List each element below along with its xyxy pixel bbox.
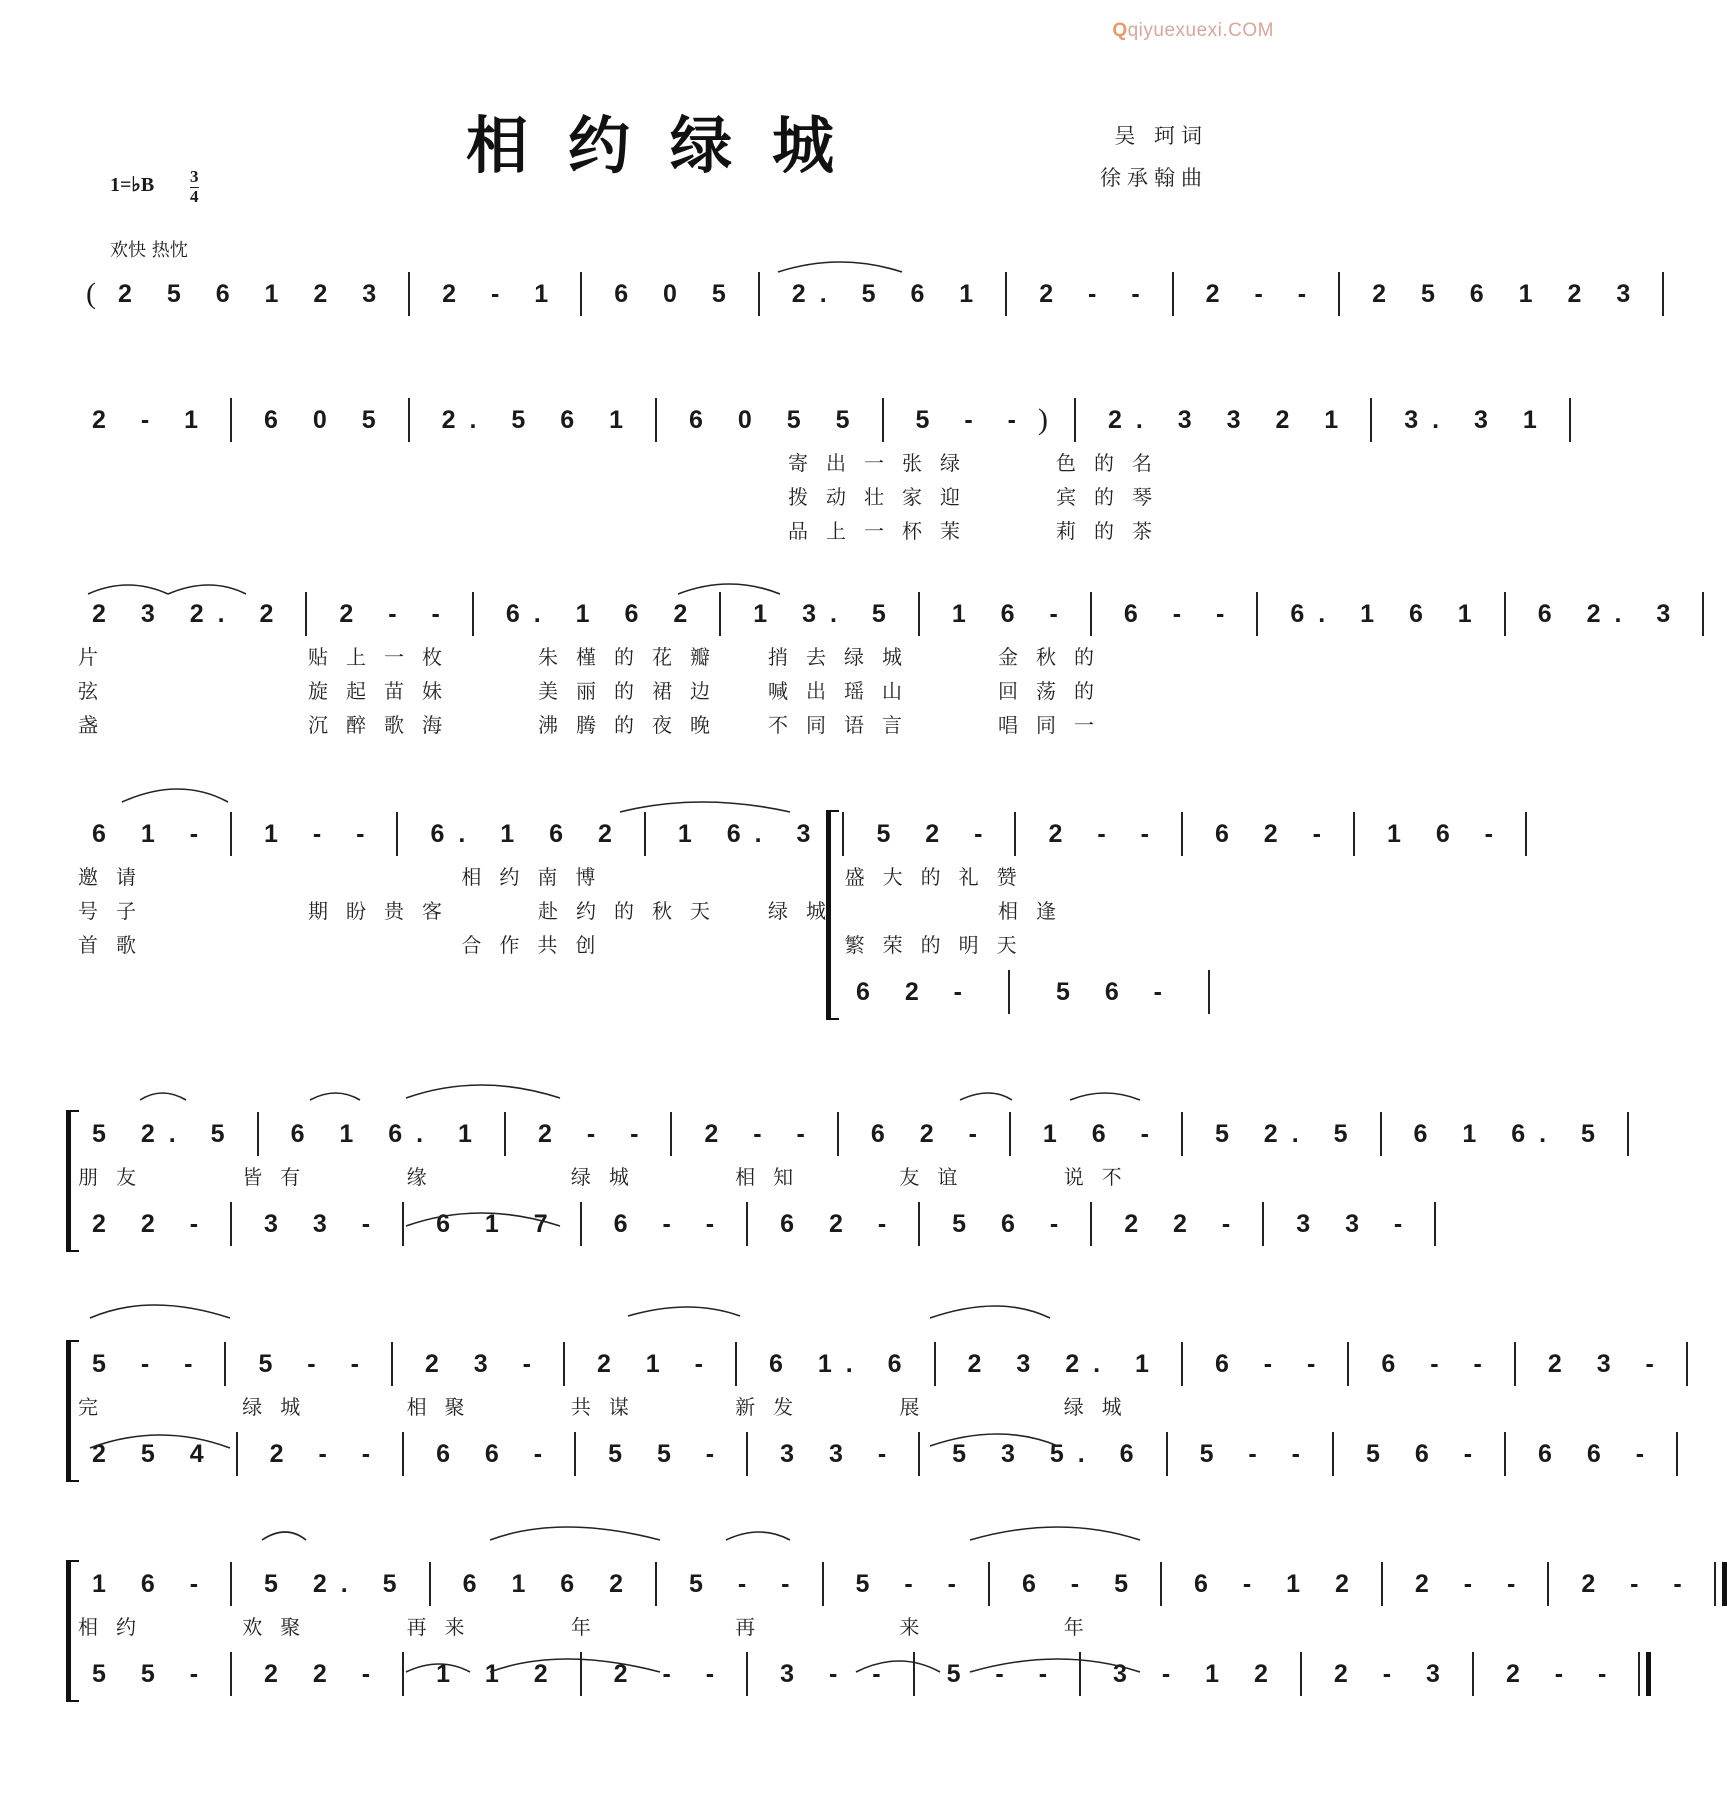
measure: 5 6 -: [1366, 1439, 1487, 1468]
time-bottom: 4: [190, 187, 199, 206]
barline: [1166, 1432, 1168, 1476]
measure: 2 1 -: [596, 1349, 717, 1378]
barline: [504, 1112, 506, 1156]
measure: 3 3 -: [780, 1439, 901, 1468]
measure: 5 2. 5: [264, 1569, 411, 1598]
key-signature: 1=♭B: [110, 174, 155, 196]
measure: 1 - -: [264, 819, 379, 848]
measure: 1 6 -: [951, 599, 1072, 628]
notation-line: [78, 590, 1685, 638]
barline: [719, 592, 721, 636]
barline: [644, 812, 646, 856]
barline: [670, 1112, 672, 1156]
barline: [1005, 272, 1007, 316]
measure: 1 6 -: [1042, 1119, 1163, 1148]
barline: [1434, 1202, 1436, 1246]
measure: 1 6 -: [92, 1569, 213, 1598]
lyric-segment: 回荡的: [998, 678, 1112, 703]
slur: [628, 1307, 740, 1316]
measure: 2 - -: [537, 1119, 653, 1148]
score-row: [78, 270, 1645, 318]
lyric-segment: 拨动壮家迎: [788, 484, 978, 509]
lyric-segment: 盛大的礼赞: [844, 864, 1035, 889]
barline: [1504, 592, 1506, 636]
lyric-segment: 相聚: [406, 1394, 483, 1419]
barline: [913, 1652, 915, 1696]
measure: 2 5 4: [92, 1439, 218, 1468]
barline: [1090, 1202, 1092, 1246]
measure: 6 0 5: [614, 279, 740, 308]
barline: [1504, 1432, 1506, 1476]
barline: [1662, 272, 1664, 316]
barline: [224, 1342, 226, 1386]
measure: 2 - -: [613, 1659, 729, 1688]
barline: [1208, 970, 1210, 1014]
barline: [1181, 1342, 1183, 1386]
slur: [140, 1093, 186, 1100]
lyric-segment: 首歌: [78, 932, 154, 957]
measure: 2 5 6 1 2 3: [1372, 279, 1645, 308]
score-row: [78, 1560, 1696, 1698]
barline: [1380, 1112, 1382, 1156]
lyric-line: [78, 1608, 1228, 1642]
lyric-line: [78, 638, 1228, 672]
measure: 5 2 -: [876, 819, 997, 848]
lyric-segment: 喊出瑶山: [768, 678, 920, 703]
measure: 5 5 -: [608, 1439, 729, 1468]
lyric-segment: 新发: [735, 1394, 812, 1419]
measure: 6 - -: [1214, 1349, 1330, 1378]
system-bracket: [66, 1340, 79, 1482]
lyric-segment: 相约南博: [461, 864, 614, 889]
lyric-segment: 绿城: [242, 1394, 319, 1419]
measure: 2 2 -: [264, 1659, 385, 1688]
lyric-segment: 朋友: [78, 1164, 154, 1189]
measure: 6 2 -: [870, 1119, 991, 1148]
lyric-segment: 片: [78, 644, 116, 669]
lyric-segment: 朱槿的花瓣: [538, 644, 728, 669]
notation-line: [78, 1650, 1621, 1698]
measure: 3 3 -: [264, 1209, 385, 1238]
barline: [563, 1342, 565, 1386]
barline: [822, 1562, 824, 1606]
barline: [408, 272, 410, 316]
lyric-segment: 绿城: [570, 1164, 647, 1189]
barline: [1638, 1652, 1651, 1696]
barline: [429, 1562, 431, 1606]
measure: 6 - 1 2: [1193, 1569, 1363, 1598]
lyric-segment: 邀请: [78, 864, 154, 889]
notation-line: [78, 396, 1551, 444]
barline: [396, 812, 398, 856]
measure: 1 1 2: [436, 1659, 562, 1688]
slur: [490, 1527, 660, 1540]
lyric-segment: 绿城: [1063, 1394, 1140, 1419]
lyric-segment: 宾的琴: [1056, 484, 1170, 509]
barline: [1300, 1652, 1302, 1696]
lyric-segment: 沸腾的夜晚: [538, 712, 728, 737]
measure: 5 - -: [689, 1569, 804, 1598]
barline: [1074, 398, 1076, 442]
barline: [746, 1432, 748, 1476]
barline: [1079, 1652, 1081, 1696]
barline: [230, 398, 232, 442]
measure: 2. 5 6 1: [791, 279, 988, 308]
repeat-paren: (: [86, 277, 96, 310]
barline: [1338, 272, 1340, 316]
lyric-segment: 年: [1063, 1614, 1102, 1639]
slur: [970, 1527, 1140, 1540]
slur: [930, 1306, 1050, 1318]
lyric-segment: 不同语言: [768, 712, 920, 737]
barline: [735, 1342, 737, 1386]
notation-line: [828, 968, 1228, 1016]
lyric-segment: 再: [735, 1614, 774, 1639]
barline: [1347, 1342, 1349, 1386]
measure: 2 - 1: [92, 405, 213, 434]
measure: 6 0 5 5: [689, 405, 864, 434]
measure: 2. 3 3 2 1: [1107, 405, 1353, 434]
barline: [580, 1202, 582, 1246]
barline: [934, 1342, 936, 1386]
measure: 6. 1 6 1: [1290, 599, 1486, 628]
lyric-segment: 金秋的: [998, 644, 1112, 669]
barline: [574, 1432, 576, 1476]
score-row: [78, 1340, 1668, 1478]
system-bracket: [66, 1560, 79, 1702]
measure: 5 - -: [258, 1349, 373, 1378]
barline: [1547, 1562, 1549, 1606]
measure: 6 1 7: [436, 1209, 562, 1238]
measure: 6 - -: [1123, 599, 1239, 628]
barline: [655, 398, 657, 442]
barline: [1009, 1112, 1011, 1156]
notation-line: [78, 1340, 1668, 1388]
lyric-segment: 旋起苗妹: [308, 678, 460, 703]
measure: 5 - -: [1199, 1439, 1315, 1468]
barline: [391, 1342, 393, 1386]
measure: 6 - 5: [1021, 1569, 1142, 1598]
notation-line: [78, 810, 1507, 858]
barline: [1262, 1202, 1264, 1246]
measure: 2 3 2. 1: [967, 1349, 1163, 1378]
lyric-segment: 捎去绿城: [768, 644, 920, 669]
lyric-segment: 完: [78, 1394, 116, 1419]
score-row: [78, 1110, 1609, 1248]
lyric-line: [78, 478, 1228, 512]
lyric-line: [78, 892, 1228, 926]
lyric-line: [78, 444, 1228, 478]
barline: [408, 398, 410, 442]
lyric-segment: 期盼贵客: [308, 898, 460, 923]
measure: 2 - -: [339, 599, 454, 628]
lyric-segment: 年: [570, 1614, 609, 1639]
lyric-line: [78, 706, 1228, 740]
notation-line: [78, 1430, 1659, 1478]
measure: 1 6. 3: [677, 819, 825, 848]
measure: 6 2 -: [1214, 819, 1335, 848]
lyric-segment: 合作共创: [461, 932, 614, 957]
measure: 3 - 1 2: [1113, 1659, 1282, 1688]
lyric-segment: 共谋: [570, 1394, 647, 1419]
barline: [1525, 812, 1527, 856]
lyric-segment: 赴约的秋天: [538, 898, 728, 923]
measure: 2 5 6 1 2 3: [118, 279, 391, 308]
barline: [918, 1432, 920, 1476]
slur: [1070, 1093, 1140, 1100]
lyric-segment: 品上一杯茉: [788, 518, 978, 543]
barline: [230, 1652, 232, 1696]
lyric-segment: 展: [899, 1394, 938, 1419]
barline: [1702, 592, 1704, 636]
song-title: 相约绿城: [465, 109, 874, 182]
barline: [1569, 398, 1571, 442]
barline: [1514, 1342, 1516, 1386]
slur: [310, 1093, 360, 1100]
measure: 6 1 6. 5: [1413, 1119, 1609, 1148]
barline: [236, 1432, 238, 1476]
lyric-segment: 相知: [735, 1164, 812, 1189]
measure: 6 - -: [1381, 1349, 1496, 1378]
measure: 3 - -: [780, 1659, 895, 1688]
barline: [918, 1202, 920, 1246]
lyric-segment: 再来: [406, 1614, 483, 1639]
measure: 6. 1 6 2: [430, 819, 626, 848]
lyric-segment: 号子: [78, 898, 154, 923]
measure: 5 6 -: [952, 1209, 1073, 1238]
lyric-segment: 美丽的裙边: [538, 678, 728, 703]
measure: 2 - -: [1505, 1659, 1621, 1688]
lyric-segment: 色的名: [1056, 450, 1170, 475]
system-bracket: [826, 810, 839, 1020]
score-row: [78, 810, 1507, 1016]
slur: [262, 1532, 306, 1540]
barline: [230, 1562, 232, 1606]
slur: [90, 1305, 230, 1318]
barline: [1627, 1112, 1629, 1156]
notation-line: [78, 270, 1645, 318]
barline: [580, 272, 582, 316]
barline: [842, 812, 844, 856]
lyric-line: [78, 672, 1228, 706]
barline: [230, 1202, 232, 1246]
lyric-segment: 皆有: [242, 1164, 319, 1189]
barline: [1686, 1342, 1688, 1386]
lyric-segment: 相约: [78, 1614, 154, 1639]
barline: [1472, 1652, 1474, 1696]
measure: 5 5 -: [92, 1659, 213, 1688]
barline: [1008, 970, 1010, 1014]
barline: [1353, 812, 1355, 856]
measure: 5 - -: [946, 1659, 1062, 1688]
barline: [1370, 398, 1372, 442]
lyric-segment: 弦: [78, 678, 116, 703]
lyric-segment: 贴上一枚: [308, 644, 460, 669]
measure: 1 3. 5: [753, 599, 900, 628]
measure: 6 6 -: [436, 1439, 557, 1468]
measure: 2. 5 6 1: [441, 405, 638, 434]
lyric-segment: 繁荣的明天: [844, 932, 1035, 957]
lyric-segment: 说不: [1063, 1164, 1140, 1189]
lyric-segment: 友谊: [899, 1164, 976, 1189]
lyric-line: [78, 1158, 1228, 1192]
barline: [1256, 592, 1258, 636]
measure: 2 2 -: [1124, 1209, 1245, 1238]
barline: [472, 592, 474, 636]
lyric-segment: 绿城: [768, 898, 844, 923]
notation-line: [78, 1560, 1696, 1608]
measure: 2 2 -: [92, 1209, 213, 1238]
slur: [122, 789, 228, 802]
measure: 2 - -: [1414, 1569, 1530, 1598]
lyric-segment: 盏: [78, 712, 116, 737]
measure: 6 - -: [613, 1209, 729, 1238]
barline: [988, 1562, 990, 1606]
measure: 5 - -: [915, 405, 1030, 434]
barline: [305, 592, 307, 636]
measure: 2 - -: [1039, 279, 1154, 308]
lyric-line: [78, 512, 1228, 546]
measure: 6 6 -: [1538, 1439, 1659, 1468]
barline: [402, 1202, 404, 1246]
measure: 1 6 -: [1386, 819, 1507, 848]
measure: 6. 1 6 2: [505, 599, 702, 628]
measure: 6 1. 6: [768, 1349, 916, 1378]
repeat-paren: ): [1037, 403, 1048, 436]
barline: [1160, 1562, 1162, 1606]
barline: [402, 1652, 404, 1696]
lyric-segment: 唱同一: [998, 712, 1112, 737]
measure: 5 3 5. 6: [952, 1439, 1148, 1468]
measure: 5 6 -: [1055, 977, 1177, 1006]
lyricist-credit: 吴 珂词: [1114, 124, 1208, 148]
measure: 6 2. 3: [1537, 599, 1685, 628]
slur: [960, 1093, 1012, 1100]
barline: [882, 398, 884, 442]
lyric-segment: 欢聚: [242, 1614, 319, 1639]
measure: 6 0 5: [264, 405, 390, 434]
measure: 5 2. 5: [1214, 1119, 1362, 1148]
measure: 6 2 -: [855, 977, 977, 1006]
barline: [1676, 1432, 1678, 1476]
lyric-segment: 来: [899, 1614, 938, 1639]
measure: 3 3 -: [1296, 1209, 1417, 1238]
barline: [1181, 812, 1183, 856]
barline: [746, 1202, 748, 1246]
measure: 2 - -: [1205, 279, 1321, 308]
slur: [726, 1532, 790, 1540]
barline: [580, 1652, 582, 1696]
barline: [837, 1112, 839, 1156]
composer-credit: 徐承翰曲: [1100, 166, 1208, 190]
measure: 3. 3 1: [1404, 405, 1551, 434]
measure: 2 3 -: [1547, 1349, 1668, 1378]
lyric-line: [78, 1388, 1228, 1422]
system-bracket: [66, 1110, 79, 1252]
measure: 2 - -: [704, 1119, 819, 1148]
barline: [1014, 812, 1016, 856]
barline: [230, 812, 232, 856]
score-row: [78, 396, 1551, 546]
lyric-segment: 相逢: [998, 898, 1074, 923]
measure: 6 1 6. 1: [290, 1119, 486, 1148]
measure: 2 3 2. 2: [92, 599, 288, 628]
lyric-segment: 寄出一张绿: [788, 450, 978, 475]
lyric-segment: 莉的茶: [1056, 518, 1170, 543]
tempo-marking: 欢快 热忱: [110, 240, 188, 261]
barline: [918, 592, 920, 636]
measure: 2 - -: [269, 1439, 385, 1468]
measure: 6 2 -: [780, 1209, 901, 1238]
barline: [1381, 1562, 1383, 1606]
notation-line: [78, 1200, 1417, 1248]
measure: 5 2. 5: [92, 1119, 239, 1148]
lyric-segment: 缘: [406, 1164, 445, 1189]
barline: [1172, 272, 1174, 316]
barline: [746, 1652, 748, 1696]
time-signature: [190, 168, 199, 206]
measure: 2 - -: [1581, 1569, 1696, 1598]
measure: 6 1 -: [92, 819, 213, 848]
measure: 5 - -: [92, 1349, 207, 1378]
barline: [758, 272, 760, 316]
notation-line: [78, 1110, 1609, 1158]
barline: [1090, 592, 1092, 636]
measure: 2 3 -: [424, 1349, 545, 1378]
barline: [1332, 1432, 1334, 1476]
measure: 5 - -: [855, 1569, 970, 1598]
watermark: Qqiyuexuexi.COM: [1112, 20, 1274, 41]
measure: 6 1 6 2: [462, 1569, 638, 1598]
measure: 2 - -: [1048, 819, 1163, 848]
measure: 2 - 1: [442, 279, 563, 308]
barline: [257, 1112, 259, 1156]
score-row: [78, 590, 1685, 740]
barline: [1714, 1562, 1727, 1606]
lyric-segment: 沉醉歌海: [308, 712, 460, 737]
lyric-line: [78, 926, 1228, 960]
slur: [406, 1085, 560, 1098]
barline: [402, 1432, 404, 1476]
barline: [1181, 1112, 1183, 1156]
lyric-line: [78, 858, 1228, 892]
time-top: 3: [190, 167, 199, 186]
barline: [655, 1562, 657, 1606]
measure: 2 - 3: [1333, 1659, 1454, 1688]
